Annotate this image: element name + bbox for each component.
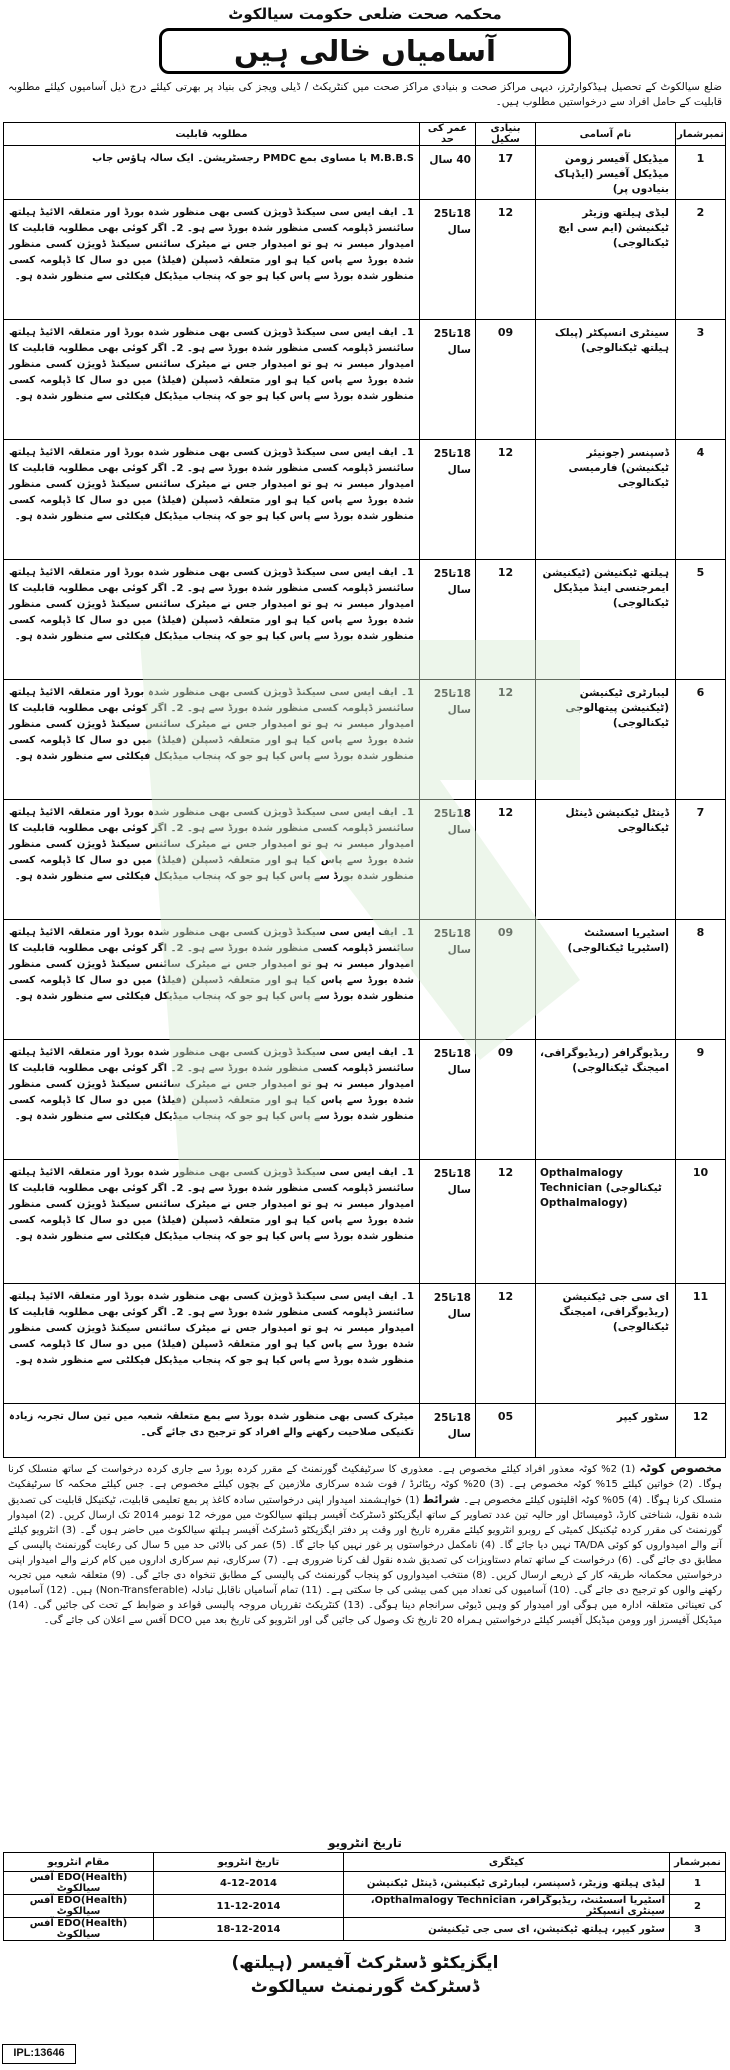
cell-scale: 12 xyxy=(476,1284,536,1404)
vacancies-table xyxy=(3,122,726,1458)
cell-post: لیڈی ہیلتھ وزیٹر ٹیکنیشن (ایم سی ایچ ٹیکنالوجی) xyxy=(536,200,676,320)
cell-qualification: 1۔ ایف ایس سی سیکنڈ ڈویژن کسی بھی منظور شدہ بورڈ اور متعلقہ الائیڈ ہیلتھ سائنسز ڈپلومہ کسی منظور شدہ بورڈ سے ہو۔ 2۔ اگر کوئی بھی مطلوبہ قابلیت کا امیدوار میسر نہ ہو تو امیدوار جس نے میٹرک سائنس سیکنڈ ڈویژن کسی منظور شدہ بورڈ سے پاس کیا ہو اور متعلقہ ڈسپلن (فیلڈ) میں دو سال کا ڈپلومہ کسی منظور شدہ بورڈ سے پاس کیا ہو جو کہ پنجاب میڈیکل فیکلٹی سے منظور شدہ ہو۔ xyxy=(4,1284,420,1404)
interview-header-row xyxy=(4,1853,726,1872)
vacancies-banner: آسامیاں خالی ہیں xyxy=(159,28,571,74)
table-row xyxy=(4,800,726,920)
table-row xyxy=(4,920,726,1040)
header-venue: مقام انٹرویو xyxy=(4,1853,154,1872)
table-row xyxy=(4,1284,726,1404)
cell-date: 11-12-2014 xyxy=(154,1895,344,1918)
cell-sno: 8 xyxy=(676,920,726,1040)
department-title: محکمہ صحت ضلعی حکومت سیالکوٹ xyxy=(228,5,502,23)
cell-age: 18تا25 سال xyxy=(420,680,476,800)
header-date: تاریخ انٹرویو xyxy=(154,1853,344,1872)
conditions-text: (1) خواہشمند امیدوار اپنی درخواستیں سادہ کاغذ پر بمع تعلیمی قابلیت، ٹیکنیکل قابلیت کی تصدیق شدہ نقول، شناختی کارڈ، ڈومیسائل اور حالیہ تین عدد تصاویر کے ساتھ ایگزیکٹو ڈسٹرکٹ آفیسر ہیلتھ سیالکوٹ میں مورخہ 12 نومبر 2014 تک ارسال کریں۔ (2) امیدوار گورنمنٹ کی مقرر کردہ ٹیکنیکل کمیٹی کے روبرو انٹرویو کیلئے مقررہ تاریخ اور وقت پر دفتر ایگزیکٹو ڈسٹرکٹ آفیسر ہیلتھ سیالکوٹ میں حاضر ہوں گے۔ (3) انٹرویو کیلئے آنے والے امیدواروں کو کوئی TA/DA نہیں دیا جائے گا۔ (4) نامکمل درخواستوں پر غور نہیں کیا جائے گا۔ (5) عمر کی بالائی حد میں 5 سال کی رعایت گورنمنٹ پالیسی کے مطابق دی جائے گی۔ (6) درخواست کے ساتھ تمام دستاویزات کی تصدیق شدہ نقول لف کرنا ضروری ہے۔ (7) سرکاری، نیم سرکاری اداروں میں کام کرنے والے امیدوار اپنی درخواستیں محکمانہ طریقہ کار کے ذریعے ارسال کریں۔ (8) منتخب امیدواروں کو پنجاب گورنمنٹ کی پالیسی کے مطابق تنخواہ دی جائے گی۔ (9) متعلقہ شعبہ میں تجربہ رکھنے والوں کو ترجیح دی جائے گی۔ (10) آسامیوں کی تعداد میں کمی بیشی کی جا سکتی ہے۔ (11) تمام آسامیاں ناقابل تبادلہ (Non-Transferable) ہیں۔ (12) آسامیوں کی تعیناتی متعلقہ ادارہ میں ہوگی اور امیدوار کو وہیں ڈیوٹی سرانجام دینا ہوگی۔ (13) کنٹریکٹ تقرریاں مروجہ پالیسی قواعد و ضوابط کے تحت کی جائیں گی۔ (14) میڈیکل آفیسرز اور وومن میڈیکل آفیسر کیلئے درخواستیں ہمراہ 20 تاریخ تک وصول کی جائیں گی اور انٹرویو کی تاریخ بعد میں DCO آفس سے اعلان کی جائے گی۔ xyxy=(8,1495,723,1626)
cell-age: 18تا25 سال xyxy=(420,1160,476,1284)
cell-scale: 09 xyxy=(476,320,536,440)
interview-row xyxy=(4,1872,726,1895)
cell-venue: EDO(Health) آفس سیالکوٹ xyxy=(4,1872,154,1895)
cell-sno: 11 xyxy=(676,1284,726,1404)
cell-date: 18-12-2014 xyxy=(154,1918,344,1941)
cell-age: 18تا25 سال xyxy=(420,800,476,920)
cell-post: سٹور کیپر xyxy=(536,1404,676,1458)
table-row xyxy=(4,440,726,560)
cell-post: ڈسپنسر (جونیئر ٹیکنیشن) فارمیسی ٹیکنالوجی xyxy=(536,440,676,560)
cell-category: اسٹیریا اسسٹنٹ، ریڈیوگرافر، Opthalmalogy Technician، سینٹری انسپکٹر xyxy=(344,1895,670,1918)
cell-sno: 12 xyxy=(676,1404,726,1458)
cell-scale: 05 xyxy=(476,1404,536,1458)
cell-qualification: 1۔ ایف ایس سی سیکنڈ ڈویژن کسی بھی منظور شدہ بورڈ اور متعلقہ الائیڈ ہیلتھ سائنسز ڈپلومہ کسی منظور شدہ بورڈ سے ہو۔ 2۔ اگر کوئی بھی مطلوبہ قابلیت کا امیدوار میسر نہ ہو تو امیدوار جس نے میٹرک سائنس سیکنڈ ڈویژن کسی منظور شدہ بورڈ سے پاس کیا ہو اور متعلقہ ڈسپلن (فیلڈ) میں دو سال کا ڈپلومہ کسی منظور شدہ بورڈ سے پاس کیا ہو جو کہ پنجاب میڈیکل فیکلٹی سے منظور شدہ ہو۔ xyxy=(4,800,420,920)
table-row xyxy=(4,1160,726,1284)
cell-sno: 3 xyxy=(670,1918,726,1941)
cell-sno: 1 xyxy=(670,1872,726,1895)
cell-sno: 7 xyxy=(676,800,726,920)
cell-post: میڈیکل آفیسر زومن میڈیکل آفیسر (ایڈہاک بنیادوں پر) xyxy=(536,146,676,200)
cell-qualification: 1۔ ایف ایس سی سیکنڈ ڈویژن کسی بھی منظور شدہ بورڈ اور متعلقہ الائیڈ ہیلتھ سائنسز ڈپلومہ کسی منظور شدہ بورڈ سے ہو۔ 2۔ اگر کوئی بھی مطلوبہ قابلیت کا امیدوار میسر نہ ہو تو امیدوار جس نے میٹرک سائنس سیکنڈ ڈویژن کسی منظور شدہ بورڈ سے پاس کیا ہو اور متعلقہ ڈسپلن (فیلڈ) میں دو سال کا ڈپلومہ کسی منظور شدہ بورڈ سے پاس کیا ہو جو کہ پنجاب میڈیکل فیکلٹی سے منظور شدہ ہو۔ xyxy=(4,680,420,800)
cell-post: سینٹری انسپکٹر (پبلک ہیلتھ ٹیکنالوجی) xyxy=(536,320,676,440)
header-post: نام آسامی xyxy=(536,123,676,146)
header-qualification: مطلوبہ قابلیت xyxy=(4,123,420,146)
header-category: کیٹگری xyxy=(344,1853,670,1872)
cell-category: لیڈی ہیلتھ وزیٹر، ڈسپنسر، لیبارٹری ٹیکنیشن، ڈینٹل ٹیکنیشن xyxy=(344,1872,670,1895)
cell-scale: 12 xyxy=(476,440,536,560)
header-scale: بنیادی سکیل xyxy=(476,123,536,146)
cell-sno: 1 xyxy=(676,146,726,200)
cell-sno: 10 xyxy=(676,1160,726,1284)
cell-post: لیبارٹری ٹیکنیشن (ٹیکنیشن پیتھالوجی ٹیکنالوجی) xyxy=(536,680,676,800)
cell-sno: 3 xyxy=(676,320,726,440)
cell-post: Opthalmalogy Technician (ٹیکنالوجی Opthalmalogy) xyxy=(536,1160,676,1284)
cell-scale: 12 xyxy=(476,200,536,320)
cell-age: 18تا25 سال xyxy=(420,1404,476,1458)
quota-and-conditions xyxy=(4,1458,726,1834)
cell-age: 40 سال xyxy=(420,146,476,200)
cell-venue: EDO(Health) آفس سیالکوٹ xyxy=(4,1918,154,1941)
cell-age: 18تا25 سال xyxy=(420,1284,476,1404)
cell-post: اسٹیریا اسسٹنٹ (اسٹیریا ٹیکنالوجی) xyxy=(536,920,676,1040)
header-age: عمر کی حد xyxy=(420,123,476,146)
cell-post: ای سی جی ٹیکنیشن (ریڈیوگرافی، امیجنگ ٹیکنالوجی) xyxy=(536,1284,676,1404)
cell-scale: 09 xyxy=(476,920,536,1040)
cell-qualification: 1۔ ایف ایس سی سیکنڈ ڈویژن کسی بھی منظور شدہ بورڈ اور متعلقہ الائیڈ ہیلتھ سائنسز ڈپلومہ کسی منظور شدہ بورڈ سے ہو۔ 2۔ اگر کوئی بھی مطلوبہ قابلیت کا امیدوار میسر نہ ہو تو امیدوار جس نے میٹرک سائنس سیکنڈ ڈویژن کسی منظور شدہ بورڈ سے پاس کیا ہو اور متعلقہ ڈسپلن (فیلڈ) میں دو سال کا ڈپلومہ کسی منظور شدہ بورڈ سے پاس کیا ہو جو کہ پنجاب میڈیکل فیکلٹی سے منظور شدہ ہو۔ xyxy=(4,1160,420,1284)
cell-qualification: میٹرک کسی بھی منظور شدہ بورڈ سے بمع متعلقہ شعبہ میں تین سال تجربہ زیادہ تکنیکی صلاحیت رکھنے والے افراد کو ترجیح دی جائے گی۔ xyxy=(4,1404,420,1458)
cell-scale: 12 xyxy=(476,800,536,920)
table-row xyxy=(4,320,726,440)
interview-title: تاریخ انٹرویو xyxy=(328,1836,402,1850)
cell-scale: 12 xyxy=(476,1160,536,1284)
signature-block xyxy=(4,1951,726,1999)
cell-qualification: M.B.B.S یا مساوی بمع PMDC رجسٹریشن۔ ایک سالہ ہاؤس جاب xyxy=(4,146,420,200)
table-row xyxy=(4,1404,726,1458)
cell-date: 4-12-2014 xyxy=(154,1872,344,1895)
cell-scale: 12 xyxy=(476,560,536,680)
table-row xyxy=(4,200,726,320)
header-sno: نمبرشمار xyxy=(670,1853,726,1872)
cell-venue: EDO(Health) آفس سیالکوٹ xyxy=(4,1895,154,1918)
cell-age: 18تا25 سال xyxy=(420,320,476,440)
cell-age: 18تا25 سال xyxy=(420,920,476,1040)
cell-age: 18تا25 سال xyxy=(420,1040,476,1160)
quota-heading: مخصوص کوٹہ xyxy=(639,1461,722,1475)
cell-sno: 2 xyxy=(676,200,726,320)
cell-sno: 9 xyxy=(676,1040,726,1160)
quota-text: (1) 2% کوٹہ معذور افراد کیلئے مخصوص ہے۔ معذوری کا سرٹیفکیٹ گورنمنٹ کے مقرر کردہ بورڈ سے جاری کردہ درخواست کے ساتھ منسلک کرنا ہوگا۔ (2) خواتین کیلئے 15% کوٹہ مخصوص ہے۔ (3) 20% کوٹہ ریٹائرڈ / فوت شدہ سرکاری ملازمین کے بچوں کیلئے مخصوص ہے۔ جس کیلئے محکمہ کا سرٹیفکیٹ منسلک کرنا ہوگا۔ (4) 05% کوٹہ اقلیتوں کیلئے مخصوص ہے۔ xyxy=(8,1464,722,1506)
cell-qualification: 1۔ ایف ایس سی سیکنڈ ڈویژن کسی بھی منظور شدہ بورڈ اور متعلقہ الائیڈ ہیلتھ سائنسز ڈپلومہ کسی منظور شدہ بورڈ سے ہو۔ 2۔ اگر کوئی بھی مطلوبہ قابلیت کا امیدوار میسر نہ ہو تو امیدوار جس نے میٹرک سائنس سیکنڈ ڈویژن کسی منظور شدہ بورڈ سے پاس کیا ہو اور متعلقہ ڈسپلن (فیلڈ) میں دو سال کا ڈپلومہ کسی منظور شدہ بورڈ سے پاس کیا ہو جو کہ پنجاب میڈیکل فیکلٹی سے منظور شدہ ہو۔ xyxy=(4,440,420,560)
cell-qualification: 1۔ ایف ایس سی سیکنڈ ڈویژن کسی بھی منظور شدہ بورڈ اور متعلقہ الائیڈ ہیلتھ سائنسز ڈپلومہ کسی منظور شدہ بورڈ سے ہو۔ 2۔ اگر کوئی بھی مطلوبہ قابلیت کا امیدوار میسر نہ ہو تو امیدوار جس نے میٹرک سائنس سیکنڈ ڈویژن کسی منظور شدہ بورڈ سے پاس کیا ہو اور متعلقہ ڈسپلن (فیلڈ) میں دو سال کا ڈپلومہ کسی منظور شدہ بورڈ سے پاس کیا ہو جو کہ پنجاب میڈیکل فیکلٹی سے منظور شدہ ہو۔ xyxy=(4,320,420,440)
cell-qualification: 1۔ ایف ایس سی سیکنڈ ڈویژن کسی بھی منظور شدہ بورڈ اور متعلقہ الائیڈ ہیلتھ سائنسز ڈپلومہ کسی منظور شدہ بورڈ سے ہو۔ 2۔ اگر کوئی بھی مطلوبہ قابلیت کا امیدوار میسر نہ ہو تو امیدوار جس نے میٹرک سائنس سیکنڈ ڈویژن کسی منظور شدہ بورڈ سے پاس کیا ہو اور متعلقہ ڈسپلن (فیلڈ) میں دو سال کا ڈپلومہ کسی منظور شدہ بورڈ سے پاس کیا ہو جو کہ پنجاب میڈیکل فیکلٹی سے منظور شدہ ہو۔ xyxy=(4,920,420,1040)
table-row xyxy=(4,680,726,800)
ipl-number: IPL:13646 xyxy=(2,2044,76,2064)
cell-age: 18تا25 سال xyxy=(420,440,476,560)
cell-sno: 4 xyxy=(676,440,726,560)
table-row xyxy=(4,146,726,200)
table-row xyxy=(4,1040,726,1160)
cell-scale: 12 xyxy=(476,680,536,800)
intro-paragraph: ضلع سیالکوٹ کے تحصیل ہیڈکوارٹرز، دیہی مراکز صحت و بنیادی مراکز صحت میں کنٹریکٹ / ڈیلی ویجز کی بنیاد پر بھرتی کیلئے درج ذیل آسامیوں کیلئے مطلوبہ قابلیت کے حامل افراد سے درخواستیں مطلوب ہیں۔ xyxy=(8,81,722,108)
cell-qualification: 1۔ ایف ایس سی سیکنڈ ڈویژن کسی بھی منظور شدہ بورڈ اور متعلقہ الائیڈ ہیلتھ سائنسز ڈپلومہ کسی منظور شدہ بورڈ سے ہو۔ 2۔ اگر کوئی بھی مطلوبہ قابلیت کا امیدوار میسر نہ ہو تو امیدوار جس نے میٹرک سائنس سیکنڈ ڈویژن کسی منظور شدہ بورڈ سے پاس کیا ہو اور متعلقہ ڈسپلن (فیلڈ) میں دو سال کا ڈپلومہ کسی منظور شدہ بورڈ سے پاس کیا ہو جو کہ پنجاب میڈیکل فیکلٹی سے منظور شدہ ہو۔ xyxy=(4,1040,420,1160)
interview-table xyxy=(3,1852,726,1941)
cell-category: سٹور کیپر، ہیلتھ ٹیکنیشن، ای سی جی ٹیکنیشن xyxy=(344,1918,670,1941)
cell-qualification: 1۔ ایف ایس سی سیکنڈ ڈویژن کسی بھی منظور شدہ بورڈ اور متعلقہ الائیڈ ہیلتھ سائنسز ڈپلومہ کسی منظور شدہ بورڈ سے ہو۔ 2۔ اگر کوئی بھی مطلوبہ قابلیت کا امیدوار میسر نہ ہو تو امیدوار جس نے میٹرک سائنس سیکنڈ ڈویژن کسی منظور شدہ بورڈ سے پاس کیا ہو اور متعلقہ ڈسپلن (فیلڈ) میں دو سال کا ڈپلومہ کسی منظور شدہ بورڈ سے پاس کیا ہو جو کہ پنجاب میڈیکل فیکلٹی سے منظور شدہ ہو۔ xyxy=(4,200,420,320)
cell-post: ہیلتھ ٹیکنیشن (ٹیکنیشن ایمرجنسی اینڈ میڈیکل ٹیکنالوجی) xyxy=(536,560,676,680)
cell-sno: 5 xyxy=(676,560,726,680)
interview-row xyxy=(4,1918,726,1941)
cell-age: 18تا25 سال xyxy=(420,200,476,320)
cell-scale: 17 xyxy=(476,146,536,200)
advertisement-page xyxy=(4,0,726,2066)
header-sno: نمبرشمار xyxy=(676,123,726,146)
cell-age: 18تا25 سال xyxy=(420,560,476,680)
cell-scale: 09 xyxy=(476,1040,536,1160)
cell-sno: 2 xyxy=(670,1895,726,1918)
cell-qualification: 1۔ ایف ایس سی سیکنڈ ڈویژن کسی بھی منظور شدہ بورڈ اور متعلقہ الائیڈ ہیلتھ سائنسز ڈپلومہ کسی منظور شدہ بورڈ سے ہو۔ 2۔ اگر کوئی بھی مطلوبہ قابلیت کا امیدوار میسر نہ ہو تو امیدوار جس نے میٹرک سائنس سیکنڈ ڈویژن کسی منظور شدہ بورڈ سے پاس کیا ہو اور متعلقہ ڈسپلن (فیلڈ) میں دو سال کا ڈپلومہ کسی منظور شدہ بورڈ سے پاس کیا ہو جو کہ پنجاب میڈیکل فیکلٹی سے منظور شدہ ہو۔ xyxy=(4,560,420,680)
signature-department: ڈسٹرکٹ گورنمنٹ سیالکوٹ xyxy=(250,1977,480,1997)
table-row xyxy=(4,560,726,680)
cell-post: ریڈیوگرافر (ریڈیوگرافی، امیجنگ ٹیکنالوجی) xyxy=(536,1040,676,1160)
signature-designation: ایگزیکٹو ڈسٹرکٹ آفیسر (ہیلتھ) xyxy=(231,1953,499,1973)
conditions-heading: شرائط xyxy=(422,1493,460,1506)
table-header-row xyxy=(4,123,726,146)
cell-post: ڈینٹل ٹیکنیشن ڈینٹل ٹیکنالوجی xyxy=(536,800,676,920)
cell-sno: 6 xyxy=(676,680,726,800)
interview-row xyxy=(4,1895,726,1918)
